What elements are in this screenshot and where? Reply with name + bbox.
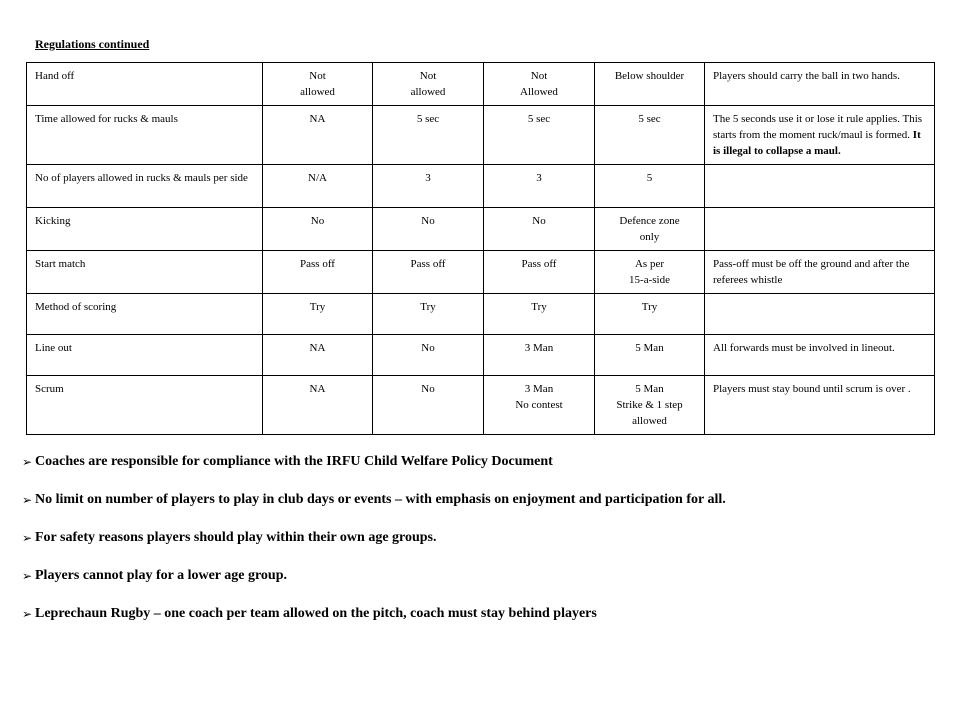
- note-text: Pass-off must be off the ground and after the referees whistle: [713, 258, 910, 286]
- value-cell: No: [373, 335, 484, 376]
- table-row-players-in-rucks: [27, 165, 935, 208]
- note-cell: [705, 335, 935, 376]
- value-cell: Pass off: [484, 251, 595, 294]
- list-item: [22, 604, 942, 624]
- table-row-rucks-mauls-time: [27, 106, 935, 165]
- value-cell: Try: [263, 294, 373, 335]
- policy-bullet-list: [22, 452, 942, 642]
- value-cell: Below shoulder: [595, 63, 705, 106]
- bullet-text: Players cannot play for a lower age group.: [35, 568, 287, 583]
- value-cell: 5 Man Strike & 1 step allowed: [595, 376, 705, 435]
- note-cell: [705, 165, 935, 208]
- rule-cell: Start match: [27, 251, 263, 294]
- value-cell: Not allowed: [373, 63, 484, 106]
- section-heading: Regulations continued: [35, 37, 150, 51]
- value-cell: 5: [595, 165, 705, 208]
- note-text: Players should carry the ball in two hands.: [713, 70, 900, 82]
- arrow-bullet-icon: ➢: [22, 455, 33, 469]
- rule-cell: Scrum: [27, 376, 263, 435]
- note-bold-text: It is illegal to collapse a maul.: [713, 129, 921, 157]
- value-cell: Not Allowed: [484, 63, 595, 106]
- value-cell: Try: [595, 294, 705, 335]
- note-cell: [705, 294, 935, 335]
- note-cell: [705, 63, 935, 106]
- list-item: [22, 490, 942, 510]
- list-item: [22, 452, 942, 472]
- table-row-scrum: [27, 376, 935, 435]
- bullet-text: Coaches are responsible for compliance with the IRFU Child Welfare Policy Document: [35, 454, 553, 469]
- table-row-kicking: [27, 208, 935, 251]
- rule-cell: Time allowed for rucks & mauls: [27, 106, 263, 165]
- value-cell: Try: [373, 294, 484, 335]
- bullet-text: For safety reasons players should play within their own age groups.: [35, 530, 437, 545]
- table-row-hand-off: [27, 63, 935, 106]
- value-cell: Pass off: [373, 251, 484, 294]
- note-cell: [705, 376, 935, 435]
- arrow-bullet-icon: ➢: [22, 569, 33, 583]
- value-cell: 5 sec: [373, 106, 484, 165]
- arrow-bullet-icon: ➢: [22, 531, 33, 545]
- note-text: All forwards must be involved in lineout.: [713, 342, 895, 354]
- note-text: The 5 seconds use it or lose it rule applies. This starts from the moment ruck/maul is formed.: [713, 113, 923, 141]
- note-cell: [705, 251, 935, 294]
- value-cell: No: [373, 376, 484, 435]
- table-row-method-of-scoring: [27, 294, 935, 335]
- bullet-text: No limit on number of players to play in club days or events – with emphasis on enjoyment and participation for all.: [35, 492, 726, 507]
- value-cell: Not allowed: [263, 63, 373, 106]
- rule-cell: Method of scoring: [27, 294, 263, 335]
- regulations-table: [26, 62, 935, 435]
- rule-cell: Hand off: [27, 63, 263, 106]
- arrow-bullet-icon: ➢: [22, 607, 33, 621]
- value-cell: 3: [373, 165, 484, 208]
- list-item: [22, 566, 942, 586]
- value-cell: As per 15-a-side: [595, 251, 705, 294]
- value-cell: 3 Man: [484, 335, 595, 376]
- value-cell: NA: [263, 335, 373, 376]
- value-cell: NA: [263, 376, 373, 435]
- value-cell: N/A: [263, 165, 373, 208]
- value-cell: No: [263, 208, 373, 251]
- note-cell: [705, 106, 935, 165]
- table-row-line-out: [27, 335, 935, 376]
- value-cell: 3: [484, 165, 595, 208]
- value-cell: NA: [263, 106, 373, 165]
- value-cell: 5 Man: [595, 335, 705, 376]
- value-cell: No: [484, 208, 595, 251]
- value-cell: Pass off: [263, 251, 373, 294]
- value-cell: Try: [484, 294, 595, 335]
- list-item: [22, 528, 942, 548]
- value-cell: Defence zone only: [595, 208, 705, 251]
- rule-cell: Line out: [27, 335, 263, 376]
- arrow-bullet-icon: ➢: [22, 493, 33, 507]
- value-cell: 5 sec: [484, 106, 595, 165]
- rule-cell: No of players allowed in rucks & mauls per side: [27, 165, 263, 208]
- value-cell: 5 sec: [595, 106, 705, 165]
- note-text: Players must stay bound until scrum is over .: [713, 383, 911, 395]
- bullet-text: Leprechaun Rugby – one coach per team allowed on the pitch, coach must stay behind players: [35, 606, 597, 621]
- table-row-start-match: [27, 251, 935, 294]
- rule-cell: Kicking: [27, 208, 263, 251]
- value-cell: No: [373, 208, 484, 251]
- value-cell: 3 Man No contest: [484, 376, 595, 435]
- note-cell: [705, 208, 935, 251]
